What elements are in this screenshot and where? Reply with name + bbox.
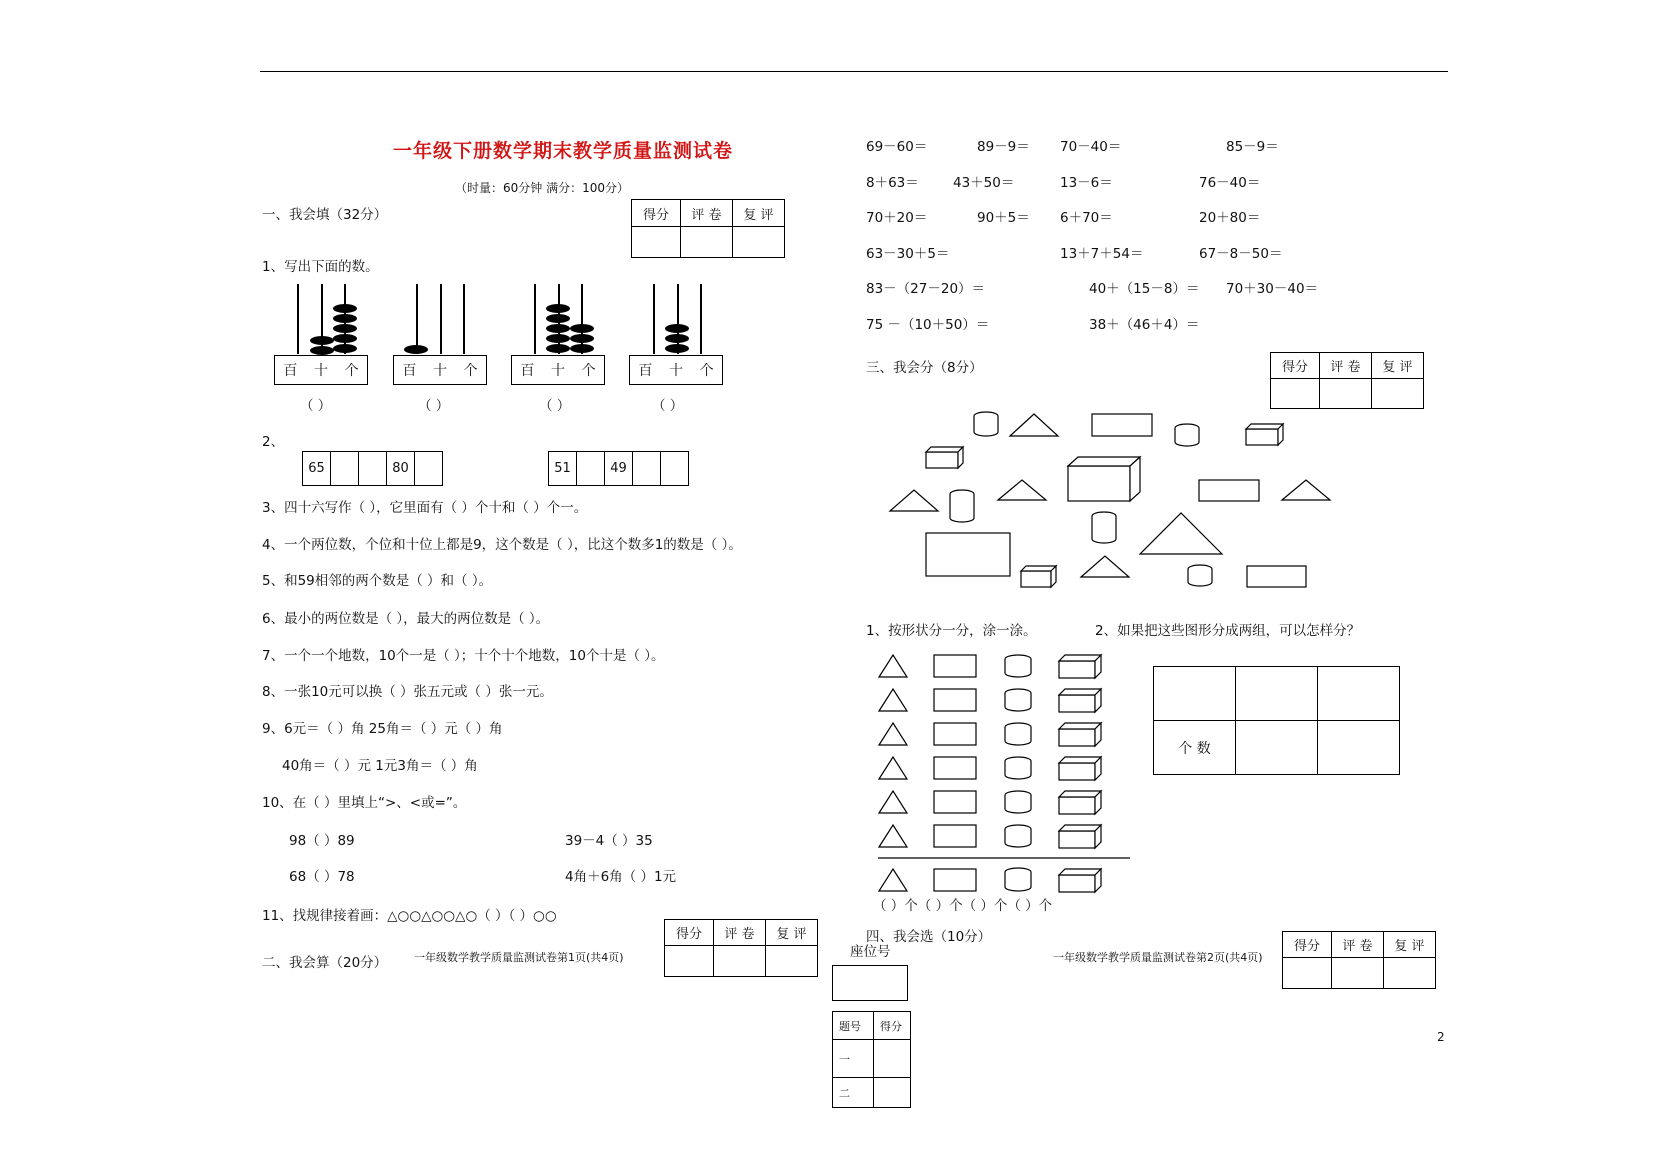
calc-item: 43＋50＝ <box>953 175 1015 191</box>
seat-row-label: 一 <box>833 1040 874 1078</box>
base-legend <box>879 868 1101 892</box>
section3-heading: 三、我会分（8分） <box>866 360 983 376</box>
question-9b: 40角＝（ ）元 1元3角＝（ ）角 <box>282 758 478 774</box>
question-6: 6、最小的两位数是（ ），最大的两位数是（ ）。 <box>262 611 550 627</box>
reviewer-cell[interactable] <box>1384 958 1436 989</box>
cuboid-icon <box>1068 457 1140 501</box>
calc-item: 13－6＝ <box>1060 175 1113 191</box>
seq-cell: 80 <box>387 452 415 486</box>
seq-cell: 51 <box>549 452 577 486</box>
answer-paren[interactable]: （ ） <box>418 398 450 414</box>
count-label: 个 数 <box>1154 721 1236 775</box>
triangle-column <box>879 655 907 847</box>
answer-paren[interactable]: （ ） <box>300 398 332 414</box>
seat-col-score: 得分 <box>874 1012 911 1040</box>
answer-paren[interactable]: （ ） <box>539 398 571 414</box>
seq-blank-cell[interactable] <box>633 452 661 486</box>
calc-item: 8＋63＝ <box>866 175 919 191</box>
bead <box>665 334 689 343</box>
reviewer-cell[interactable] <box>766 946 818 977</box>
calc-item: 85－9＝ <box>1226 139 1279 155</box>
reviewer-cell[interactable] <box>1372 379 1424 409</box>
calc-item: 89－9＝ <box>977 139 1030 155</box>
seat-label: 座位号 <box>850 944 891 960</box>
seat-score-cell[interactable] <box>874 1040 911 1078</box>
compare-2: 39－4（ ）35 <box>565 833 653 849</box>
cuboid-icon <box>1021 566 1056 587</box>
reviewer-cell[interactable] <box>733 227 785 258</box>
bead <box>310 346 334 355</box>
seq-cell: 65 <box>303 452 331 486</box>
bead <box>665 344 689 353</box>
seat-number-box[interactable] <box>832 965 908 1001</box>
score-cell[interactable] <box>632 227 681 258</box>
seq-cell: 49 <box>605 452 633 486</box>
compare-3: 68（ ）78 <box>289 869 355 885</box>
bead <box>570 344 594 353</box>
grader-label: 评 卷 <box>1320 353 1372 379</box>
question-9a: 9、6元＝（ ）角 25角＝（ ）元（ ）角 <box>262 721 503 737</box>
calc-item: 75 －（10＋50）＝ <box>866 317 990 333</box>
reviewer-label: 复 评 <box>766 920 818 946</box>
question-10: 10、在（ ）里填上“>、<或=”。 <box>262 795 467 811</box>
cuboid-column <box>1059 655 1101 848</box>
section3-question-1: 1、按形状分一分，涂一涂。 <box>866 623 1037 639</box>
question-2: 2、 <box>262 434 285 450</box>
calc-item: 67－8－50＝ <box>1199 246 1283 262</box>
page-title: 一年级下册数学期末教学质量监测试卷 <box>393 140 734 162</box>
grader-label: 评 卷 <box>714 920 766 946</box>
question-5: 5、和59相邻的两个数是（ ）和（ ）。 <box>262 573 493 589</box>
shape-count-chart <box>870 650 1140 900</box>
grouping-cell[interactable] <box>1318 721 1400 775</box>
calc-item: 20＋80＝ <box>1199 210 1261 226</box>
cylinder-icon <box>950 490 974 522</box>
abacus-base: 百 十 个 <box>274 355 368 385</box>
calc-item: 70＋20＝ <box>866 210 928 226</box>
bead <box>333 344 357 353</box>
seat-row-label: 二 <box>833 1078 874 1108</box>
reviewer-label: 复 评 <box>1384 932 1436 958</box>
calc-item: 69－60＝ <box>866 139 928 155</box>
rectangle-column <box>934 655 976 847</box>
triangle-icon <box>1140 513 1222 554</box>
bead <box>546 304 570 313</box>
question-1: 1、写出下面的数。 <box>262 259 379 275</box>
seat-score-cell[interactable] <box>874 1078 911 1108</box>
bead <box>546 314 570 323</box>
score-box-2 <box>664 919 818 977</box>
triangle-icon <box>890 490 938 511</box>
mixed-shapes-figure <box>880 400 1350 600</box>
section2-heading: 二、我会算（20分） <box>262 955 388 971</box>
grouping-cell[interactable] <box>1318 667 1400 721</box>
bead <box>570 334 594 343</box>
question-3: 3、四十六写作（ ），它里面有（ ）个十和（ ）个一。 <box>262 500 588 516</box>
score-cell[interactable] <box>665 946 714 977</box>
abacus-base: 百 十 个 <box>629 355 723 385</box>
calc-item: 70＋30－40＝ <box>1226 281 1319 297</box>
grouping-cell[interactable] <box>1154 667 1236 721</box>
bead <box>310 336 334 345</box>
triangle-icon <box>998 480 1046 500</box>
score-label: 得分 <box>665 920 714 946</box>
footer-left: 一年级数学教学质量监测试卷第1页(共4页) <box>414 951 624 964</box>
question-7: 7、一个一个地数，10个一是（ ）；十个十个地数，10个十是（ ）。 <box>262 648 665 664</box>
bead <box>570 324 594 333</box>
section3-question-2: 2、如果把这些图形分成两组，可以怎样分？ <box>1095 623 1361 639</box>
score-cell[interactable] <box>1283 958 1332 989</box>
score-label: 得分 <box>1271 353 1320 379</box>
bead <box>546 324 570 333</box>
number-sequence-b <box>548 451 689 486</box>
score-label: 得分 <box>1283 932 1332 958</box>
grouping-cell[interactable] <box>1236 721 1318 775</box>
score-label: 得分 <box>632 200 681 227</box>
reviewer-label: 复 评 <box>1372 353 1424 379</box>
cylinder-icon <box>1092 512 1116 543</box>
grader-label: 评 卷 <box>1332 932 1384 958</box>
grouping-cell[interactable] <box>1236 667 1318 721</box>
cuboid-icon <box>926 447 963 468</box>
number-sequence-a <box>302 451 443 486</box>
question-8: 8、一张10元可以换（ ）张五元或（ ）张一元。 <box>262 684 553 700</box>
calc-item: 63－30＋5＝ <box>866 246 950 262</box>
footer-right: 一年级数学教学质量监测试卷第2页(共4页) <box>1053 951 1263 964</box>
triangle-icon <box>1081 556 1129 577</box>
compare-4: 4角＋6角（ ）1元 <box>565 869 677 885</box>
calc-item: 6＋70＝ <box>1060 210 1113 226</box>
seq-blank-cell[interactable] <box>661 452 689 486</box>
rectangle-icon <box>926 533 1010 576</box>
cylinder-icon <box>974 412 998 436</box>
cuboid-icon <box>1246 424 1283 445</box>
count-blanks[interactable]: （ ）个（ ）个（ ）个（ ）个 <box>873 898 1053 914</box>
rectangle-icon <box>1247 566 1306 587</box>
seq-blank-cell[interactable] <box>577 452 605 486</box>
abacus-base: 百 十 个 <box>393 355 487 385</box>
calc-item: 83－（27－20）＝ <box>866 281 986 297</box>
calc-item: 76－40＝ <box>1199 175 1261 191</box>
subtitle: （时量：60分钟 满分：100分） <box>455 181 629 195</box>
seq-blank-cell[interactable] <box>331 452 359 486</box>
bead <box>546 344 570 353</box>
bead <box>404 345 428 354</box>
compare-1: 98（ ）89 <box>289 833 355 849</box>
calc-item: 13＋7＋54＝ <box>1060 246 1144 262</box>
bead <box>546 334 570 343</box>
answer-paren[interactable]: （ ） <box>652 398 684 414</box>
seq-blank-cell[interactable] <box>359 452 387 486</box>
question-11: 11、找规律接着画：△○○△○○△○（ ）（ ）○○ <box>262 908 557 924</box>
page-number: 2 <box>1437 1030 1445 1044</box>
cylinder-icon <box>1188 565 1212 586</box>
calc-item: 40＋（15－8）＝ <box>1089 281 1200 297</box>
score-box-1 <box>631 199 785 258</box>
rectangle-icon <box>1199 480 1259 501</box>
section4-heading: 四、我会选（10分） <box>866 929 992 945</box>
grader-label: 评 卷 <box>681 200 733 227</box>
calc-item: 38＋（46＋4）＝ <box>1089 317 1200 333</box>
grader-cell[interactable] <box>714 946 766 977</box>
bead <box>333 314 357 323</box>
seat-col-question: 题号 <box>833 1012 874 1040</box>
cylinder-icon <box>1175 424 1199 446</box>
top-rule <box>260 71 1448 72</box>
bead <box>333 334 357 343</box>
question-4: 4、一个两位数，个位和十位上都是9，这个数是（ ），比这个数多1的数是（ ）。 <box>262 537 742 553</box>
rectangle-icon <box>1092 414 1152 436</box>
seq-blank-cell[interactable] <box>415 452 443 486</box>
triangle-icon <box>1282 480 1330 500</box>
grader-cell[interactable] <box>681 227 733 258</box>
grader-cell[interactable] <box>1332 958 1384 989</box>
section1-heading: 一、我会填（32分） <box>262 207 388 223</box>
bead <box>665 324 689 333</box>
reviewer-label: 复 评 <box>733 200 785 227</box>
triangle-icon <box>1010 414 1058 436</box>
score-box-4 <box>1282 931 1436 989</box>
abacus-base: 百 十 个 <box>511 355 605 385</box>
cylinder-column <box>1005 655 1031 847</box>
bead <box>333 324 357 333</box>
grouping-table <box>1153 666 1400 775</box>
calc-item: 70－40＝ <box>1060 139 1122 155</box>
calc-item: 90＋5＝ <box>977 210 1030 226</box>
bead <box>333 304 357 313</box>
seat-score-table <box>832 1011 911 1108</box>
